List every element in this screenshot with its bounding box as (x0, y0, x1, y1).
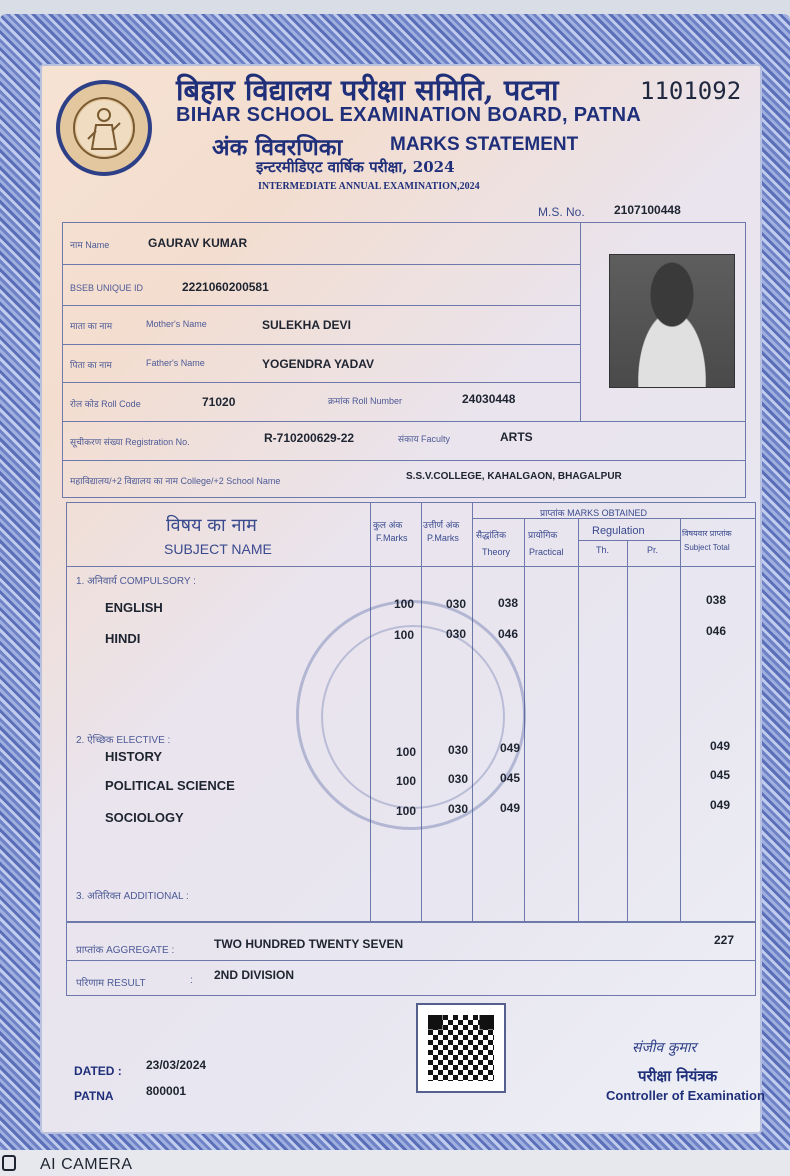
scholar-figure-icon (84, 105, 124, 151)
subject-total: 038 (706, 593, 727, 607)
subject-header-english: SUBJECT NAME (164, 541, 272, 557)
statement-title-hindi: अंक विवरणिका (212, 134, 343, 161)
aggregate-label: प्राप्तांक AGGREGATE : (76, 945, 175, 956)
student-photo (609, 254, 735, 388)
full-marks: 100 (396, 745, 417, 759)
full-marks: 100 (396, 774, 417, 788)
father-name: YOGENDRA YADAV (262, 357, 375, 371)
result-division: 2ND DIVISION (214, 968, 295, 982)
additional-section-label: 3. अतिरिक्त ADDITIONAL : (76, 891, 189, 902)
dated-label: DATED : (74, 1064, 122, 1078)
exam-title-hindi: इन्टरमीडिएट वार्षिक परीक्षा, 2024 (256, 158, 455, 176)
exam-title-english: INTERMEDIATE ANNUAL EXAMINATION,2024 (258, 181, 480, 192)
pin-code: 800001 (146, 1084, 187, 1098)
aggregate-total: 227 (714, 933, 735, 947)
subject-total: 045 (710, 768, 731, 782)
statement-title-english: MARKS STATEMENT (390, 134, 579, 155)
place-label: PATNA (74, 1089, 114, 1103)
ms-no-label: M.S. No. (538, 205, 585, 219)
name-label: नाम Name (70, 240, 110, 250)
full-marks-hindi: कुल अंक (373, 520, 403, 530)
subject-name: ENGLISH (105, 600, 163, 615)
roll-code-label: रोल कोड Roll Code (70, 399, 141, 409)
pass-marks: 030 (448, 802, 469, 816)
theory-marks: 049 (500, 801, 521, 815)
aggregate-in-words: TWO HUNDRED TWENTY SEVEN (214, 937, 404, 951)
issue-date: 23/03/2024 (146, 1058, 207, 1072)
result-label: परिणाम RESULT (76, 978, 146, 989)
college-name: S.S.V.COLLEGE, KAHALGAON, BHAGALPUR (406, 471, 622, 482)
subject-total: 049 (710, 798, 731, 812)
marks-obtained-header: प्राप्तांक MARKS OBTAINED (540, 508, 647, 518)
theory-marks: 045 (500, 771, 521, 785)
subject-total-hindi: विषयवार प्राप्तांक (682, 529, 732, 538)
full-marks: 100 (394, 597, 415, 611)
subject-name: SOCIOLOGY (105, 810, 184, 825)
father-label-english: Father's Name (146, 358, 205, 368)
subject-total-english: Subject Total (684, 543, 730, 552)
college-label: महाविद्यालय/+2 विद्यालय का नाम College/+2 School Name (70, 476, 281, 486)
father-label-hindi: पिता का नाम (70, 360, 112, 370)
practical-english: Practical (529, 547, 564, 557)
board-name-hindi: बिहार विद्यालय परीक्षा समिति, पटना (176, 73, 559, 107)
pass-marks: 030 (446, 597, 467, 611)
serial-number: 1101092 (640, 77, 742, 105)
theory-marks: 046 (498, 627, 519, 641)
board-name-english: BIHAR SCHOOL EXAMINATION BOARD, PATNA (176, 104, 642, 126)
compulsory-section-label: 1. अनिवार्य COMPULSORY : (76, 576, 196, 587)
practical-hindi: प्रायोगिक (528, 530, 558, 540)
student-name: GAURAV KUMAR (148, 236, 248, 250)
full-marks-english: F.Marks (376, 533, 408, 543)
elective-section-label: 2. ऐच्छिक ELECTIVE : (76, 735, 171, 746)
ms-no-value: 2107100448 (614, 203, 681, 217)
full-marks: 100 (396, 804, 417, 818)
qr-code[interactable] (416, 1003, 506, 1093)
controller-signature: संजीव कुमार (632, 1040, 697, 1056)
subject-name: HINDI (105, 631, 141, 646)
pass-marks: 030 (448, 743, 469, 757)
uid-label: BSEB UNIQUE ID (70, 283, 144, 293)
roll-number: 24030448 (462, 392, 516, 406)
result-box (66, 922, 756, 996)
roll-code: 71020 (202, 395, 236, 409)
regulation-theory: Th. (596, 545, 610, 555)
registration-label: सूचीकरण संख्या Registration No. (70, 437, 190, 447)
subject-header-hindi: विषय का नाम (166, 515, 257, 536)
theory-marks: 038 (498, 596, 519, 610)
mother-label-hindi: माता का नाम (70, 321, 113, 331)
registration-number: R-710200629-22 (264, 431, 355, 445)
pass-marks-english: P.Marks (427, 533, 459, 543)
theory-english: Theory (482, 547, 511, 557)
unique-id: 2221060200581 (182, 280, 269, 294)
board-emblem-logo (56, 80, 152, 176)
roll-number-label: क्रमांक Roll Number (328, 396, 403, 406)
regulation-practical: Pr. (647, 545, 659, 555)
pass-marks: 030 (448, 772, 469, 786)
full-marks: 100 (394, 628, 415, 642)
camera-watermark-bar (0, 1150, 790, 1176)
result-colon: : (190, 975, 193, 986)
camera-icon (2, 1155, 16, 1171)
faculty-value: ARTS (500, 430, 533, 444)
pass-marks: 030 (446, 627, 467, 641)
mother-label-english: Mother's Name (146, 319, 207, 329)
controller-title-hindi: परीक्षा नियंत्रक (638, 1067, 718, 1085)
subject-name: HISTORY (105, 749, 163, 764)
theory-marks: 049 (500, 741, 521, 755)
regulation-header: Regulation (592, 525, 645, 537)
camera-watermark-text: AI CAMERA (40, 1156, 133, 1173)
pass-marks-hindi: उत्तीर्ण अंक (423, 520, 460, 530)
subject-name: POLITICAL SCIENCE (105, 778, 235, 793)
subject-total: 049 (710, 739, 731, 753)
mother-name: SULEKHA DEVI (262, 318, 351, 332)
faculty-label: संकाय Faculty (398, 434, 451, 444)
theory-hindi: सैद्धांतिक (476, 530, 506, 540)
subject-total: 046 (706, 624, 727, 638)
controller-title-english: Controller of Examination (606, 1088, 765, 1103)
